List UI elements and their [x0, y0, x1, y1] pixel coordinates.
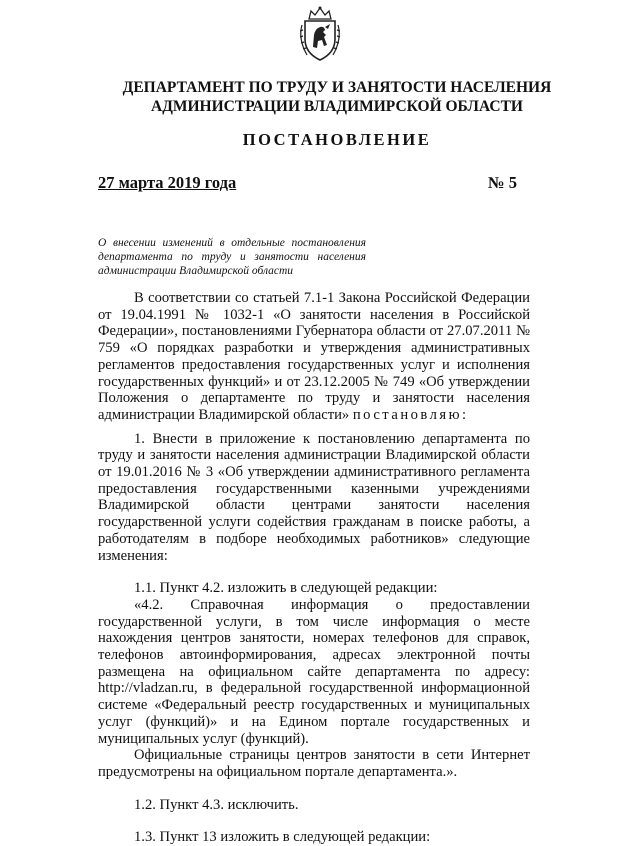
intro-paragraph — [98, 290, 530, 424]
item-1-2-paragraph: 1.2. Пункт 4.3. исключить. — [134, 796, 299, 813]
department-line-2: АДМИНИСТРАЦИИ ВЛАДИМИРСКОЙ ОБЛАСТИ — [151, 98, 523, 115]
item-1-3-paragraph: 1.3. Пункт 13 изложить в следующей редакции: — [134, 829, 431, 846]
quote-4-2-paragraph: «4.2. Справочная информация о предоставлении государственной услуги, в том числе информация о месте нахождения центров занятости, номерах телефонов для справок, телефонов автоинформирования, адресах электронной почты размещена на официальном сайте департамента по адресу: http://vladzan.ru, в федеральной государственной информационной системе «Федеральный реестр государственных и муниципальных услуг (функций)» и на Едином портале государственных и муниципальных услуг (функций). — [98, 596, 530, 747]
department-name — [0, 78, 640, 116]
document-number: № 5 — [488, 173, 517, 192]
official-pages-paragraph: Официальные страницы центров занятости в сети Интернет предусмотрены на официальном портале департамента.». — [98, 747, 530, 780]
item-1-paragraph: 1. Внести в приложение к постановлению департамента по труду и занятости населения администрации Владимирской области от 19.01.2016 № 3 «Об утверждении административного регламента предоставления государственными казенными учреждениями Владимирской области центрами занятости населения государственной услуги содействия гражданам в поиске работы, а работодателям в подборе необходимых работников» следующие изменения: — [98, 430, 530, 564]
document-date: 27 марта 2019 года — [98, 173, 237, 192]
item-1-1-paragraph: 1.1. Пункт 4.2. изложить в следующей редакции: — [134, 580, 438, 597]
coat-of-arms-icon — [297, 5, 343, 63]
intro-text: В соответствии со статьей 7.1-1 Закона Российской Федерации от 19.04.1991 № 1032-1 «О занятости населения в Российской Федерации», постановлениями Губернатора области от 27.07.2011 № 759 «О порядках разработки и утверждения административных регламентов предоставления государственных услуг и исполнения государственных функций» и от 23.12.2005 № 749 «Об утверждении Положения о департаменте по труду и занятости населения администрации Владимирской области» — [98, 290, 530, 423]
document-type-title: ПОСТАНОВЛЕНИЕ — [242, 130, 432, 149]
document-subject: О внесении изменений в отдельные постановления департамента по труду и занятости населения администрации Владимирской области — [98, 237, 366, 277]
department-line-1: ДЕПАРТАМЕНТ ПО ТРУДУ И ЗАНЯТОСТИ НАСЕЛЕНИЯ — [122, 79, 552, 96]
document-body — [98, 290, 530, 846]
resolve-word: постановляю: — [352, 406, 469, 423]
